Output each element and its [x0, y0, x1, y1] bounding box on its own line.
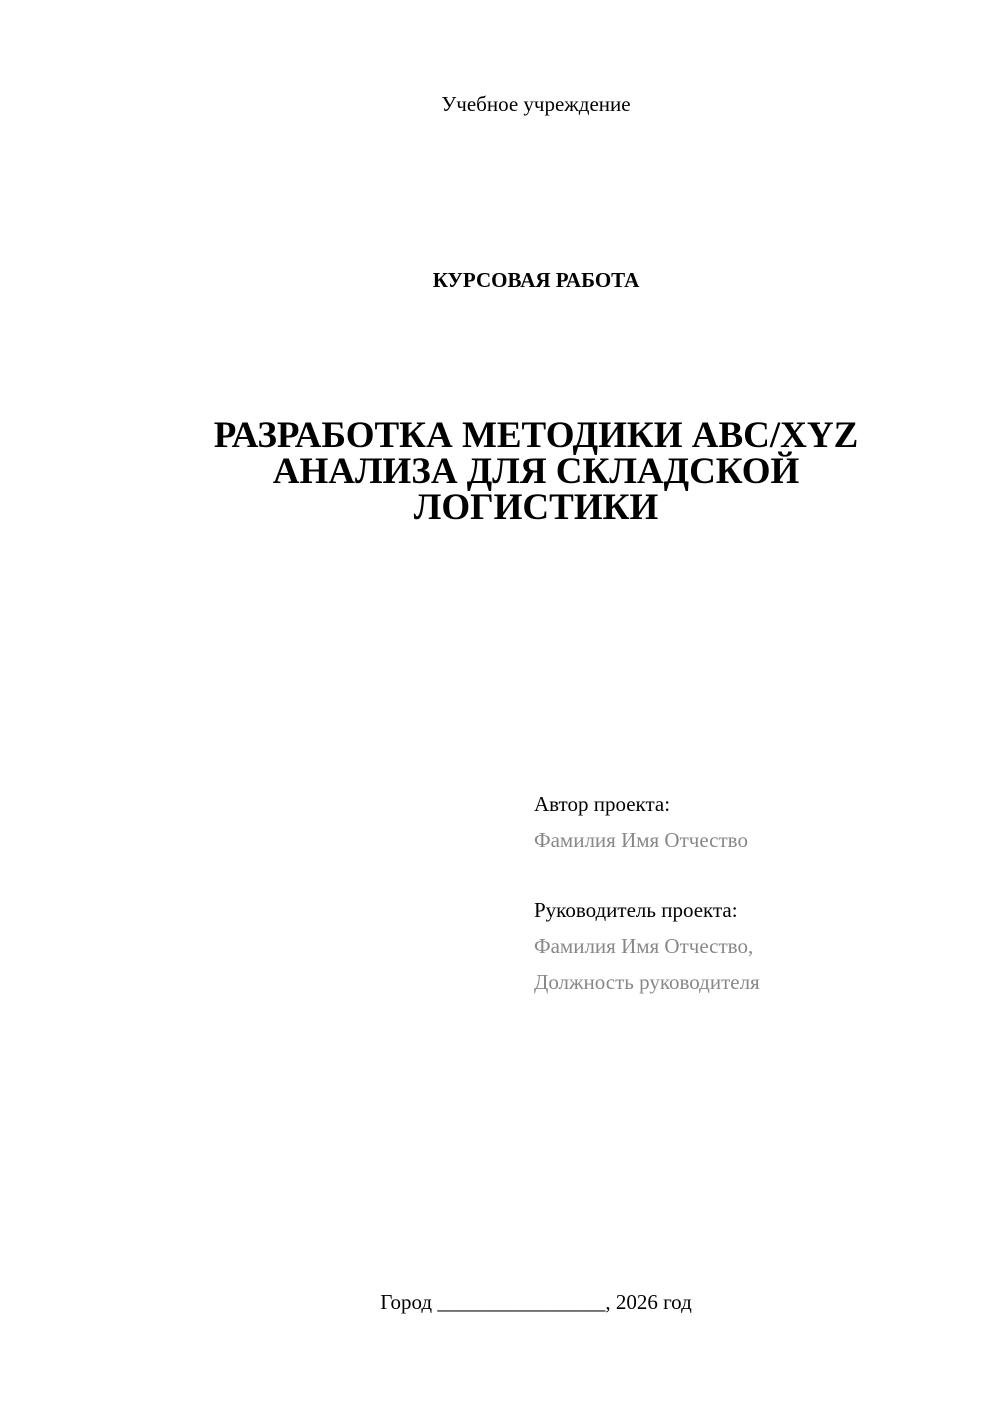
supervisor-position-placeholder: Должность руководителя: [534, 970, 760, 994]
supervisor-name-placeholder: Фамилия Имя Отчество,: [534, 934, 754, 958]
institution-name: Учебное учреждение: [441, 92, 631, 116]
title-line-1: РАЗРАБОТКА МЕТОДИКИ ABC/XYZ: [213, 415, 859, 456]
work-type-heading: КУРСОВАЯ РАБОТА: [432, 268, 640, 292]
supervisor-block: [534, 892, 974, 1000]
document-title: [180, 415, 892, 528]
author-label: Автор проекта:: [534, 792, 671, 816]
city-year-line: Город ________________, 2026 год: [380, 1290, 692, 1314]
author-block: [534, 786, 974, 858]
author-name-placeholder: Фамилия Имя Отчество: [534, 828, 748, 852]
title-line-3: ЛОГИСТИКИ: [413, 487, 659, 528]
supervisor-label: Руководитель проекта:: [534, 898, 738, 922]
title-line-2: АНАЛИЗА ДЛЯ СКЛАДСКОЙ: [272, 451, 800, 492]
